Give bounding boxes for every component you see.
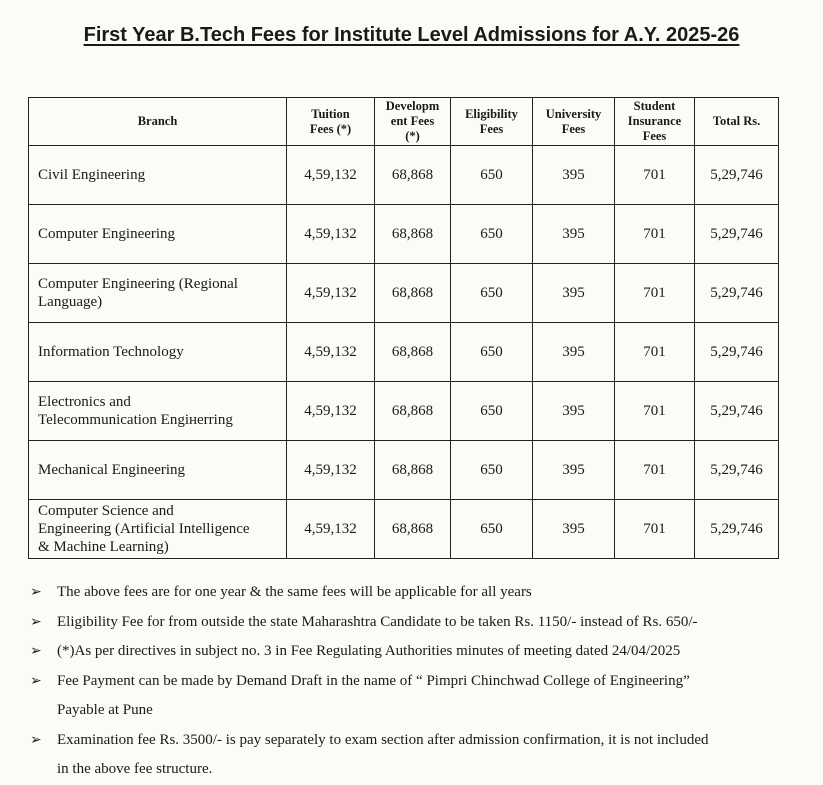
arrow-bullet-icon: ➢: [30, 731, 42, 748]
tuition-cell: 4,59,132: [287, 323, 375, 382]
arrow-bullet-icon: ➢: [30, 613, 42, 630]
university-cell: 395: [533, 500, 615, 559]
university-cell: 395: [533, 382, 615, 441]
total-cell: 5,29,746: [695, 146, 779, 205]
tuition-cell: 4,59,132: [287, 146, 375, 205]
notes-list: [30, 578, 820, 785]
table-row: [29, 382, 779, 441]
total-cell: 5,29,746: [695, 323, 779, 382]
university-cell: 395: [533, 205, 615, 264]
university-cell: 395: [533, 264, 615, 323]
header-total: Total Rs.: [695, 98, 779, 146]
eligibility-cell: 650: [451, 205, 533, 264]
arrow-bullet-icon: ➢: [30, 672, 42, 689]
development-cell: 68,868: [375, 205, 451, 264]
insurance-cell: 701: [615, 264, 695, 323]
branch-cell: Computer Science and Engineering (Artificial Intelligence & Machine Learning): [29, 500, 287, 559]
list-item: ➢ (*)As per directives in subject no. 3 in Fee Regulating Authorities minutes of meeting dated 24/04/2025: [30, 637, 820, 667]
development-cell: 68,868: [375, 146, 451, 205]
insurance-cell: 701: [615, 382, 695, 441]
header-development-fees: Developm ent Fees (*): [375, 98, 451, 146]
branch-cell: Computer Engineering (Regional Language): [29, 264, 287, 323]
development-cell: 68,868: [375, 382, 451, 441]
insurance-cell: 701: [615, 500, 695, 559]
branch-cell: Electronics and Telecommunication Engінerring: [29, 382, 287, 441]
insurance-cell: 701: [615, 441, 695, 500]
total-cell: 5,29,746: [695, 382, 779, 441]
branch-cell: Civil Engineering: [29, 146, 287, 205]
insurance-cell: 701: [615, 146, 695, 205]
table-row: [29, 500, 779, 559]
list-item: ➢ Fee Payment can be made by Demand Draft in the name of “ Pimpri Chinchwad College of Engineering” Payable at Pune: [30, 667, 820, 726]
arrow-bullet-icon: ➢: [30, 584, 42, 600]
branch-cell: Mechanical Engineering: [29, 441, 287, 500]
tuition-cell: 4,59,132: [287, 205, 375, 264]
total-cell: 5,29,746: [695, 441, 779, 500]
table-row: [29, 264, 779, 323]
tuition-cell: 4,59,132: [287, 500, 375, 559]
table-row: [29, 205, 779, 264]
tuition-cell: 4,59,132: [287, 441, 375, 500]
development-cell: 68,868: [375, 264, 451, 323]
insurance-cell: 701: [615, 205, 695, 264]
development-cell: 68,868: [375, 500, 451, 559]
development-cell: 68,868: [375, 441, 451, 500]
table-header-row: [29, 98, 779, 146]
development-cell: 68,868: [375, 323, 451, 382]
university-cell: 395: [533, 146, 615, 205]
table-row: [29, 441, 779, 500]
tuition-cell: 4,59,132: [287, 382, 375, 441]
branch-cell: Computer Engineering: [29, 205, 287, 264]
total-cell: 5,29,746: [695, 500, 779, 559]
total-cell: 5,29,746: [695, 205, 779, 264]
table-row: [29, 146, 779, 205]
eligibility-cell: 650: [451, 441, 533, 500]
page-title: First Year B.Tech Fees for Institute Level Admissions for A.Y. 2025-26: [83, 24, 740, 46]
table-row: [29, 323, 779, 382]
eligibility-cell: 650: [451, 264, 533, 323]
fees-table: [28, 97, 779, 559]
eligibility-cell: 650: [451, 500, 533, 559]
header-eligibility-fees: Eligibility Fees: [451, 98, 533, 146]
header-branch: Branch: [29, 98, 287, 146]
university-cell: 395: [533, 323, 615, 382]
total-cell: 5,29,746: [695, 264, 779, 323]
list-item: ➢ The above fees are for one year & the same fees will be applicable for all years: [30, 578, 820, 608]
eligibility-cell: 650: [451, 323, 533, 382]
eligibility-cell: 650: [451, 146, 533, 205]
header-university-fees: University Fees: [533, 98, 615, 146]
branch-cell: Information Technology: [29, 323, 287, 382]
tuition-cell: 4,59,132: [287, 264, 375, 323]
eligibility-cell: 650: [451, 382, 533, 441]
arrow-bullet-icon: ➢: [30, 643, 42, 659]
list-item: ➢ Examination fee Rs. 3500/- is pay separately to exam section after admission confirmation, it is not included in the above fee structure.: [30, 726, 820, 785]
university-cell: 395: [533, 441, 615, 500]
insurance-cell: 701: [615, 323, 695, 382]
list-item: ➢ Eligibility Fee for from outside the state Maharashtra Candidate to be taken Rs. 1150/- instead of Rs. 650/-: [30, 608, 820, 638]
header-student-insurance-fees: Student Insurance Fees: [615, 98, 695, 146]
header-tuition-fees: Tuition Fees (*): [287, 98, 375, 146]
